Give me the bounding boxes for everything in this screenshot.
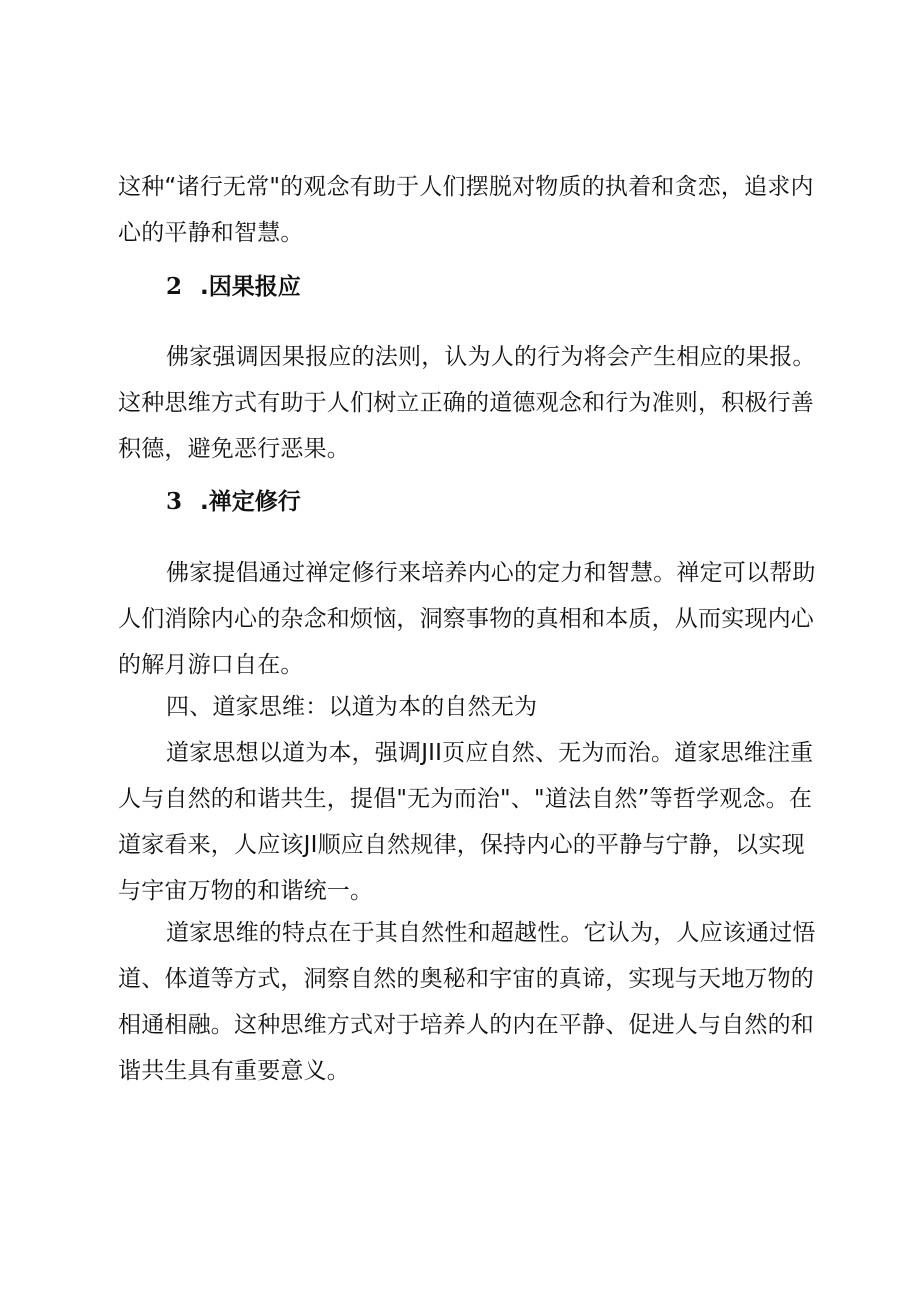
paragraph-taoism-intro: 道家思想以道为本，强调JII页应自然、无为而治。道家思维注重人与自然的和谐共生，提倡"无为而治"、"道法自然”等哲学观念。在道家看来，人应该JI顺应自然规律，保持内心的平静与宁静，以实现与宇宙万物的和谐统一。 (118, 740, 814, 904)
paragraph-impermanence: 这种“诸行无常"的观念有助于人们摆脱对物质的执着和贪恋，追求内心的平静和智慧。 (118, 174, 814, 246)
heading-meditation (166, 479, 301, 525)
heading-karma (166, 264, 301, 310)
heading-meditation-title: .禅定修行 (200, 489, 301, 515)
paragraph-karma: 佛家强调因果报应的法则，认为人的行为将会产生相应的果报。这种思维方式有助于人们树立正确的道德观念和行为准则，积极行善积德，避免恶行恶果。 (118, 344, 816, 462)
paragraph-taoism-features: 道家思维的特点在于其自然性和超越性。它认为，人应该通过悟道、体道等方式，洞察自然的奥秘和宇宙的真谛，实现与天地万物的相通相融。这种思维方式对于培养人的内在平静、促进人与自然的和谐共生具有重要意义。 (118, 920, 816, 1084)
section-title-taoism: 四、道家思维：以道为本的自然无为 (166, 694, 538, 720)
heading-karma-number: 2 (166, 273, 183, 300)
heading-meditation-number: 3 (166, 488, 183, 515)
paragraph-meditation: 佛家提倡通过禅定修行来培养内心的定力和智慧。禅定可以帮助人们消除内心的杂念和烦恼，洞察事物的真相和本质，从而实现内心的解月游口自在。 (118, 560, 816, 678)
heading-karma-title: .因果报应 (200, 274, 301, 300)
